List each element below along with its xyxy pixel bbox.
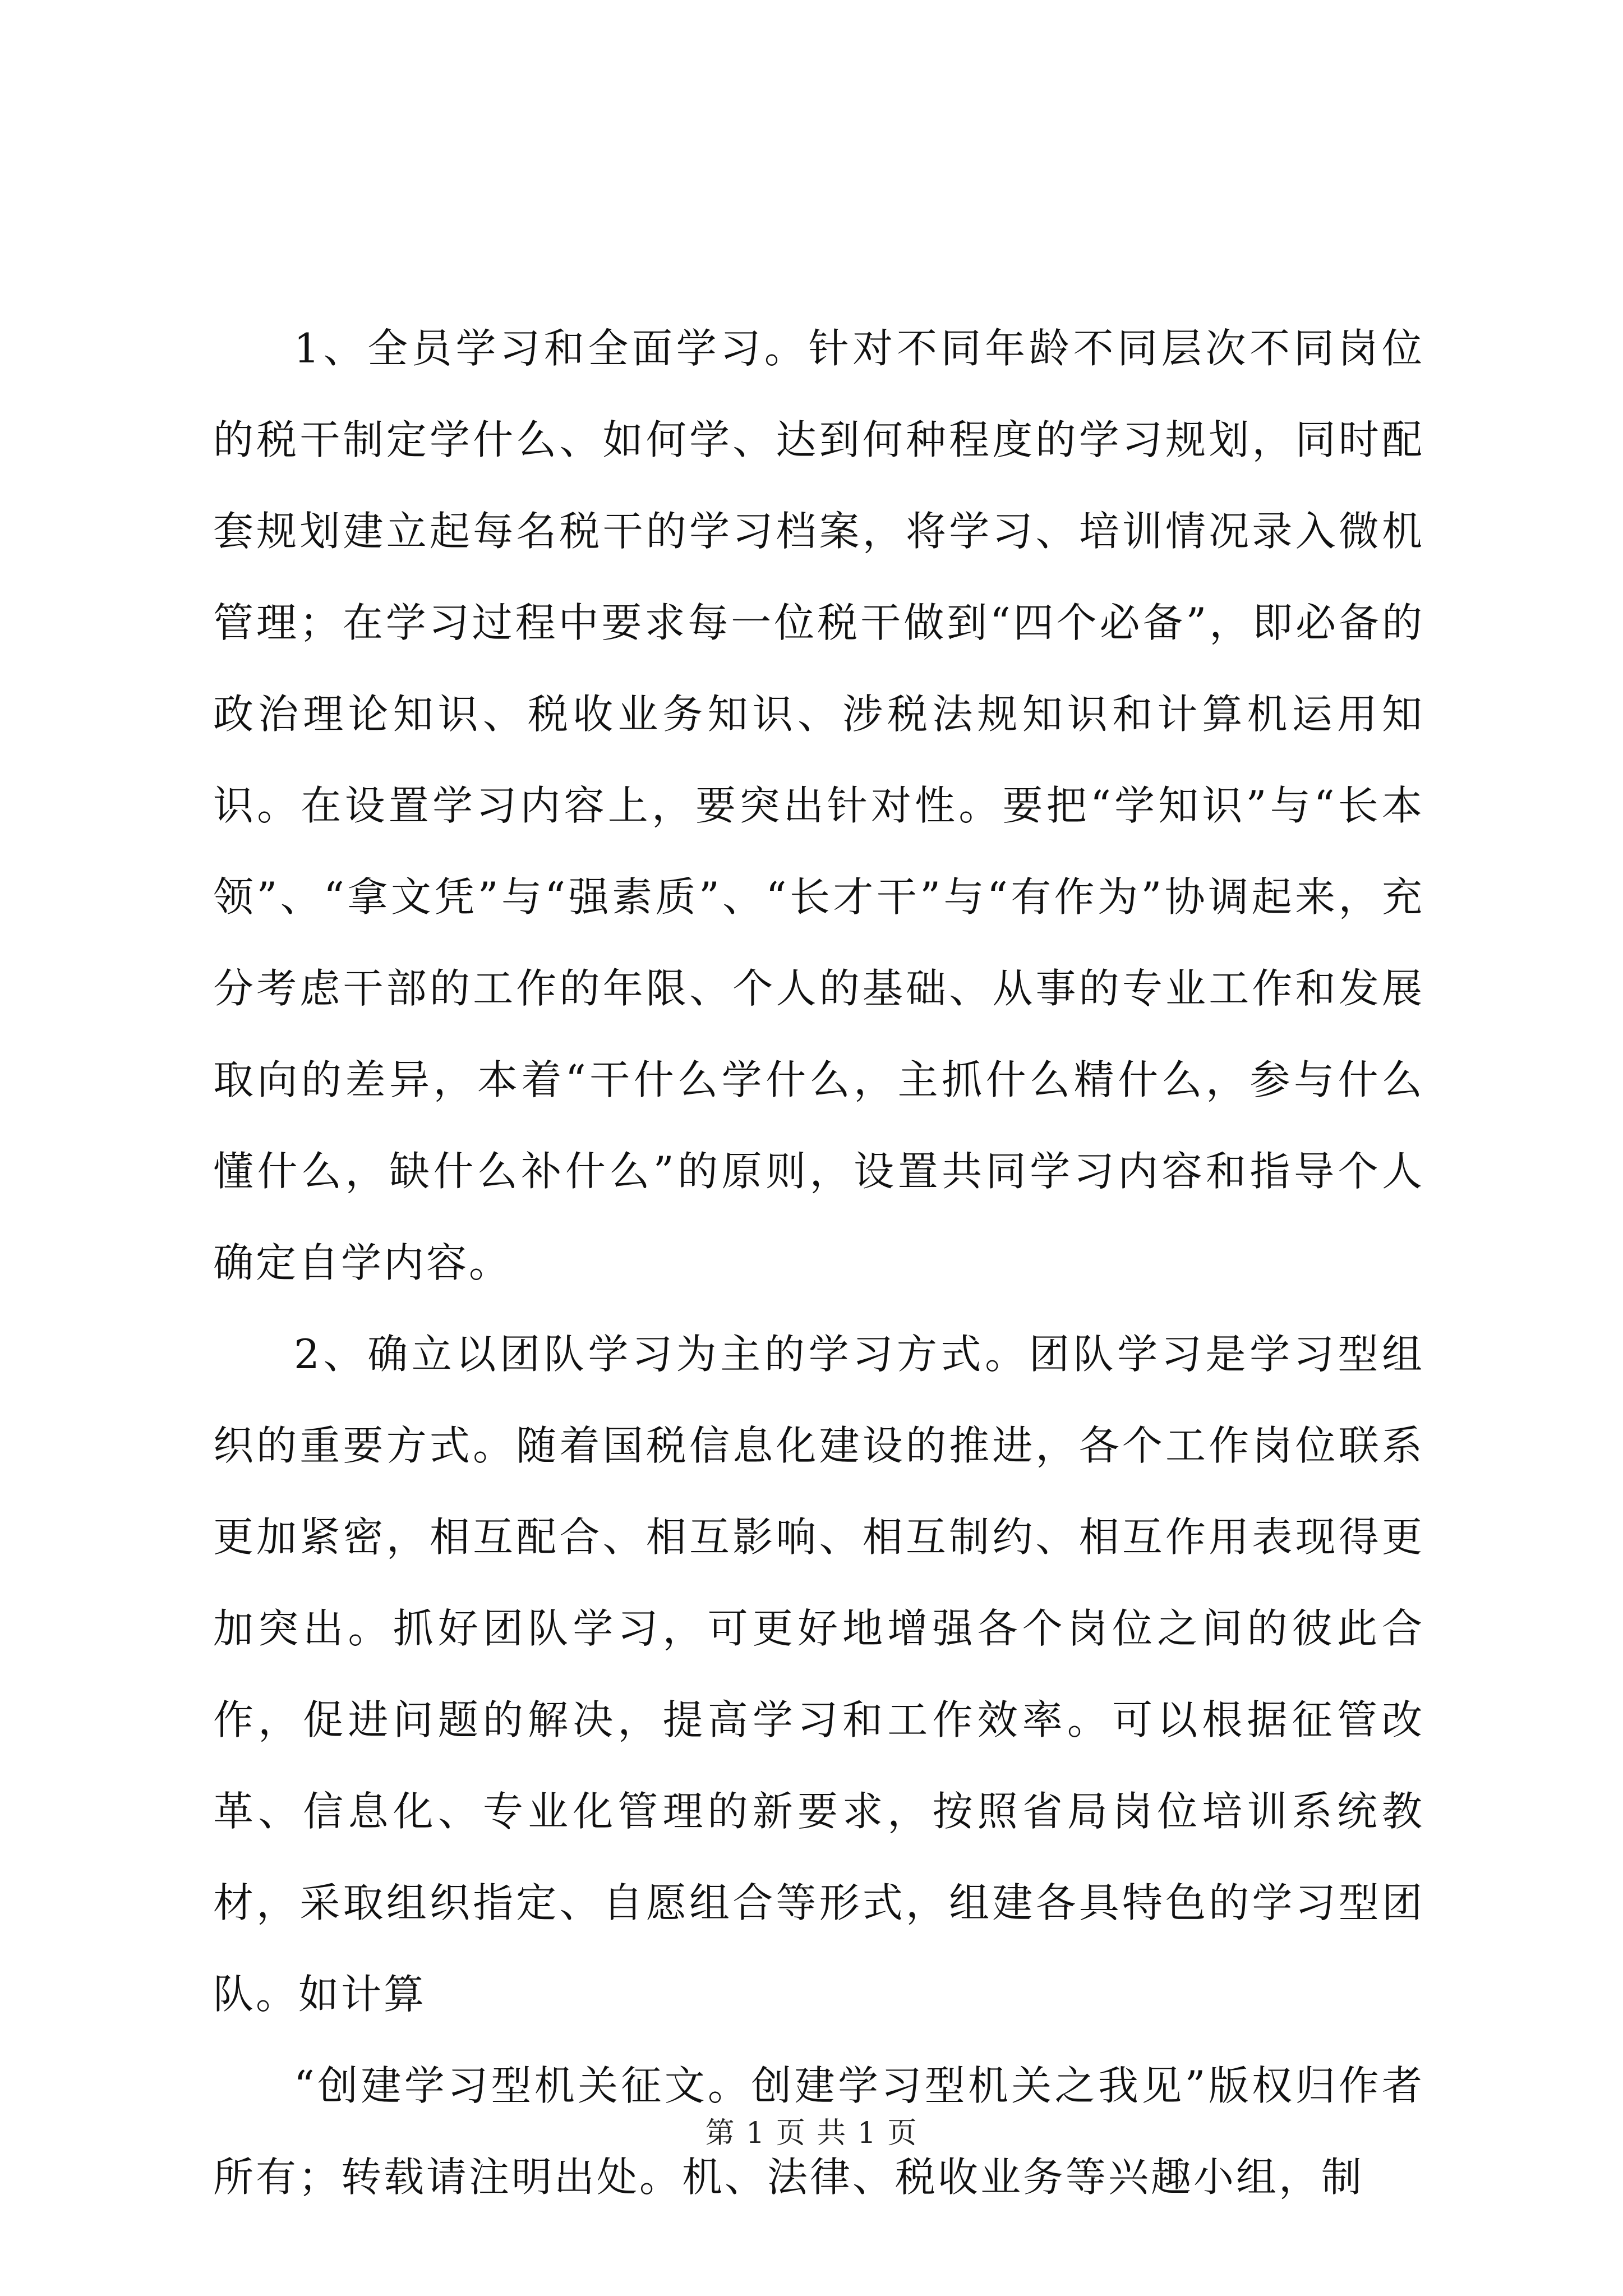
paragraph-3: “创建学习型机关征文。创建学习型机关之我见”版权归作者所有；转载请注明出处。机、法律、税收业务等兴趣小组，制 <box>213 2062 1424 2201</box>
document-body <box>213 303 1424 2223</box>
paragraph-2: 2、确立以团队学习为主的学习方式。团队学习是学习型组织的重要方式。随着国税信息化建设的推进，各个工作岗位联系更加紧密，相互配合、相互影响、相互制约、相互作用表现得更加突出。抓好团队学习，可更好地增强各个岗位之间的彼此合作，促进问题的解决，提高学习和工作效率。可以根据征管改革、信息化、专业化管理的新要求，按照省局岗位培训系统教材，采取组织指定、自愿组合等形式，组建各具特色的学习型团队。如计算 <box>213 1331 1424 2018</box>
paragraph-1: 1、全员学习和全面学习。针对不同年龄不同层次不同岗位的税干制定学什么、如何学、达到何种程度的学习规划，同时配套规划建立起每名税干的学习档案，将学习、培训情况录入微机管理；在学习过程中要求每一位税干做到“四个必备”，即必备的政治理论知识、税收业务知识、涉税法规知识和计算机运用知识。在设置学习内容上，要突出针对性。要把“学知识”与“长本领”、“拿文凭”与“强素质”、“长才干”与“有作为”协调起来，充分考虑干部的工作的年限、个人的基础、从事的专业工作和发展取向的差异，本着“干什么学什么，主抓什么精什么，参与什么懂什么，缺什么补什么”的原则，设置共同学习内容和指导个人确定自学内容。 <box>213 325 1424 1286</box>
page-number-footer: 第 1 页 共 1 页 <box>705 2116 918 2150</box>
